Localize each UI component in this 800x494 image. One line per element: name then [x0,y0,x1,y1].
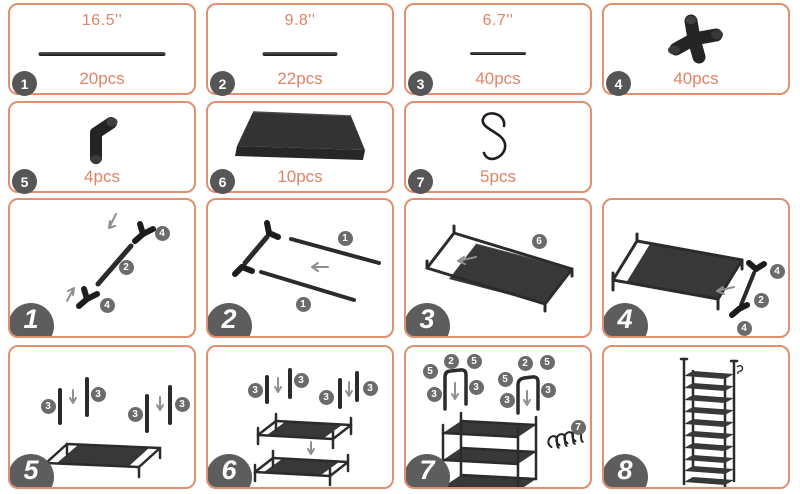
part-number-badge: 2 [210,71,235,96]
three-way-connector-icon [661,13,731,65]
medium-rod-icon [263,52,338,56]
part-qty-label: 40pcs [475,69,521,88]
part-panel-2 [206,3,394,95]
part-qty-label: 22pcs [277,69,323,88]
part-number-badge: 1 [12,71,37,96]
part-panel-5 [8,101,196,193]
part-qty-label: 40pcs [673,69,719,88]
callout-badge: 3 [500,393,515,408]
part-size-label: 16.5'' [81,12,123,29]
callout-badge: 4 [737,321,752,336]
arrow-icon [70,390,163,410]
part-number-badge: 3 [408,71,433,96]
step-panel-8 [602,345,790,489]
callout-badge: 2 [444,354,459,369]
part-number-badge: 4 [606,71,631,96]
callout-badge: 1 [296,297,311,312]
callout-badge: 4 [100,298,115,313]
step-panel-3 [404,198,592,338]
arrow-icon [67,214,116,301]
part-size-label: 9.8'' [284,12,316,29]
part-size-label: 6.7'' [482,12,514,29]
part-number-badge: 6 [210,169,235,194]
arrow-icon [312,263,328,271]
callout-badge: 3 [541,383,556,398]
callout-badge: 3 [128,407,143,422]
part-number-badge: 7 [408,169,433,194]
part-qty-label: 5pcs [480,167,516,186]
step-panel-4 [602,198,790,338]
callout-badge: 7 [571,420,586,435]
callout-badge: 1 [338,231,353,246]
step-panel-7 [404,345,592,489]
step-number-badge: 1 [8,303,54,338]
step-panel-1 [8,198,196,338]
callout-badge: 5 [498,372,513,387]
elbow-connector-icon [78,111,126,169]
callout-badge: 2 [119,260,134,275]
s-hook-detail [737,366,743,374]
part-panel-4 [602,3,790,95]
part-panel-7 [404,101,592,193]
step-number-badge: 4 [602,303,648,338]
callout-badge: 2 [754,293,769,308]
callout-badge: 3 [363,381,378,396]
part-number-badge: 5 [12,169,37,194]
callout-badge: 3 [248,383,263,398]
step-number-badge: 7 [404,454,450,489]
step-panel-5 [8,345,196,489]
callout-badge: 3 [469,380,484,395]
step-panel-2 [206,198,394,338]
callout-badge: 5 [423,364,438,379]
step-number-badge: 3 [404,303,450,338]
part-qty-label: 10pcs [277,167,323,186]
part-panel-6 [206,101,394,193]
callout-badge: 3 [41,399,56,414]
long-rod-icon [39,52,166,56]
step-number-badge: 6 [206,454,252,489]
callout-badge: 5 [540,355,555,370]
short-rod-icon [470,52,526,55]
callout-badge: 5 [467,354,482,369]
step-panel-6 [206,345,394,489]
part-panel-1 [8,3,196,95]
callout-badge: 3 [294,373,309,388]
step-number-badge: 8 [602,454,648,489]
part-panel-3 [404,3,592,95]
part-qty-label: 4pcs [84,167,120,186]
callout-badge: 3 [91,387,106,402]
finished-rack [681,359,743,487]
callout-badge: 4 [770,264,785,279]
part-qty-label: 20pcs [79,69,125,88]
callout-badge: 3 [427,387,442,402]
fabric-shelf-icon [225,108,375,168]
callout-badge: 3 [319,390,334,405]
callout-badge: 6 [532,234,547,249]
step-number-badge: 2 [206,303,252,338]
s-hook-icon [476,107,520,171]
callout-badge: 2 [518,356,533,371]
step-number-badge: 5 [8,454,54,489]
callout-badge: 4 [155,226,170,241]
callout-badge: 3 [175,397,190,412]
